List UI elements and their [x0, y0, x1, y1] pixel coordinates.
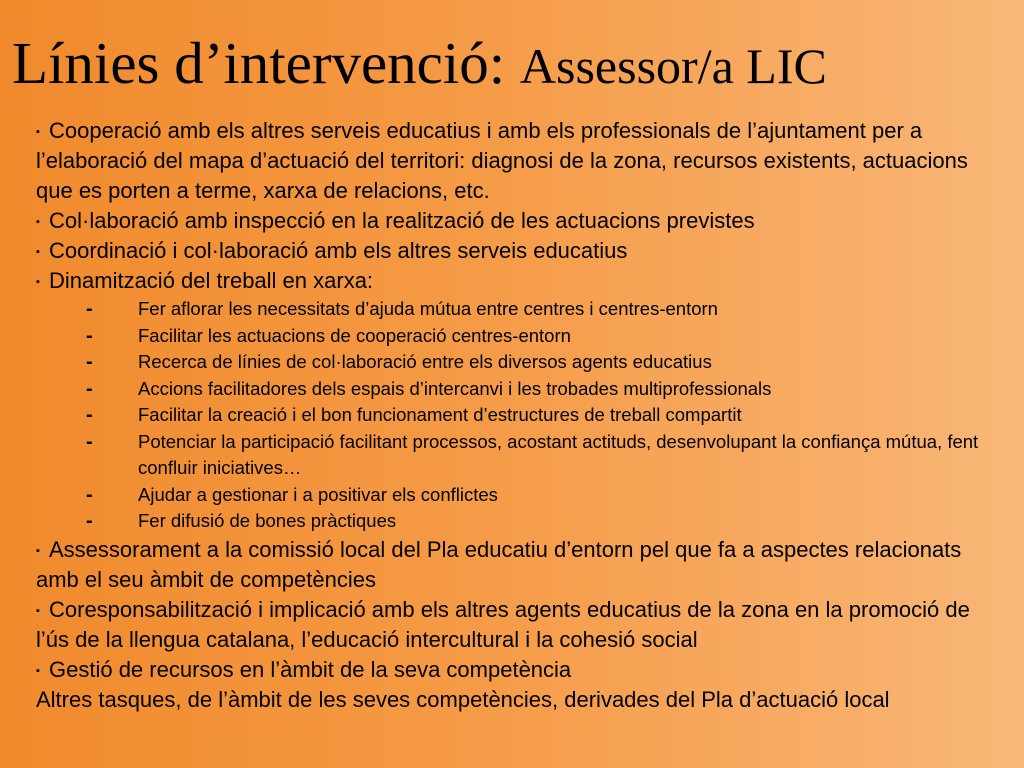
dash-item-text: Ajudar a gestionar i a positivar els conflictes [138, 483, 498, 505]
bullet-item [36, 595, 996, 655]
dash-item-text: Facilitar la creació i el bon funcionament d’estructures de treball compartit [138, 404, 742, 425]
bullet-text: Col·laboració amb inspecció en la realització de les actuacions previstes [49, 208, 755, 233]
bullet-square-icon: ▪ [36, 126, 40, 138]
dash-marker: - [86, 377, 93, 400]
bullet-square-icon: ▪ [36, 216, 40, 228]
bullet-square-icon: ▪ [36, 246, 40, 258]
bullet-square-icon: ▪ [36, 604, 40, 617]
dash-list-item [36, 349, 996, 376]
bullet-text: Coresponsabilització i implicació amb els altres agents educatius de la zona en la promoció de l’ús de la llengua catalana, l’educació intercultural i la cohesió social [36, 596, 970, 652]
dash-list-item [36, 402, 996, 429]
bullet-item [36, 655, 996, 685]
dash-item-text: Facilitar les actuacions de cooperació centres-entorn [138, 324, 571, 346]
bullet-item [36, 266, 996, 296]
bullet-text: Gestió de recursos en l’àmbit de la seva competència [49, 656, 572, 682]
dash-list-item [36, 296, 996, 323]
bullet-list-bottom [36, 535, 996, 685]
slide-title-sub: Assessor/a LIC [519, 38, 827, 94]
slide-title [12, 30, 827, 96]
bullet-text: Cooperació amb els altres serveis educatius i amb els professionals de l’ajuntament per a l’elaboració del mapa d’actuació del territori: diagnosi de la zona, recursos existents, actuacions que es porten a terme, xarxa de relacions, etc. [36, 118, 968, 203]
bullet-text: Dinamització del treball en xarxa: [49, 268, 374, 293]
dash-item-text: Potenciar la participació facilitant processos, acostant actituds, desenvolupant la confiança mútua, fent confluir iniciatives… [138, 430, 979, 478]
bullet-text: Coordinació i col·laboració amb els altres serveis educatius [49, 238, 628, 263]
dash-item-text: Fer aflorar les necessitats d’ajuda mútua entre centres i centres-entorn [138, 298, 718, 319]
dash-marker: - [86, 430, 93, 453]
dash-list-item [36, 508, 996, 535]
bullet-text: Assessorament a la comissió local del Pla educatiu d’entorn pel que fa a aspectes relacionats amb el seu àmbit de competències [36, 536, 962, 592]
dash-item-text: Accions facilitadores dels espais d’intercanvi i les trobades multiprofessionals [138, 377, 772, 399]
dash-marker: - [86, 324, 93, 347]
dash-list-item [36, 376, 996, 403]
dash-sublist [36, 296, 996, 535]
bullet-square-icon: ▪ [36, 276, 40, 288]
closing-text: Altres tasques, de l’àmbit de les seves competències, derivades del Pla d’actuació local [36, 686, 890, 712]
bullet-item [36, 206, 996, 236]
dash-marker: - [86, 483, 93, 506]
dash-marker: - [86, 404, 93, 426]
dash-marker: - [86, 510, 93, 532]
bullet-square-icon: ▪ [36, 664, 40, 677]
dash-marker: - [86, 351, 93, 373]
slide-content [36, 116, 996, 715]
dash-marker: - [86, 298, 93, 320]
bullet-square-icon: ▪ [36, 544, 40, 557]
slide-title-main: Línies d’intervenció: [12, 30, 520, 96]
dash-list-item [36, 482, 996, 509]
dash-list-item [36, 429, 996, 482]
bullet-item [36, 116, 996, 206]
bullet-item [36, 535, 996, 595]
dash-list-item [36, 323, 996, 350]
dash-item-text: Recerca de línies de col·laboració entre els diversos agents educatius [138, 351, 712, 372]
bullet-list-top [36, 116, 996, 296]
bullet-item [36, 236, 996, 266]
dash-item-text: Fer difusió de bones pràctiques [138, 510, 397, 531]
